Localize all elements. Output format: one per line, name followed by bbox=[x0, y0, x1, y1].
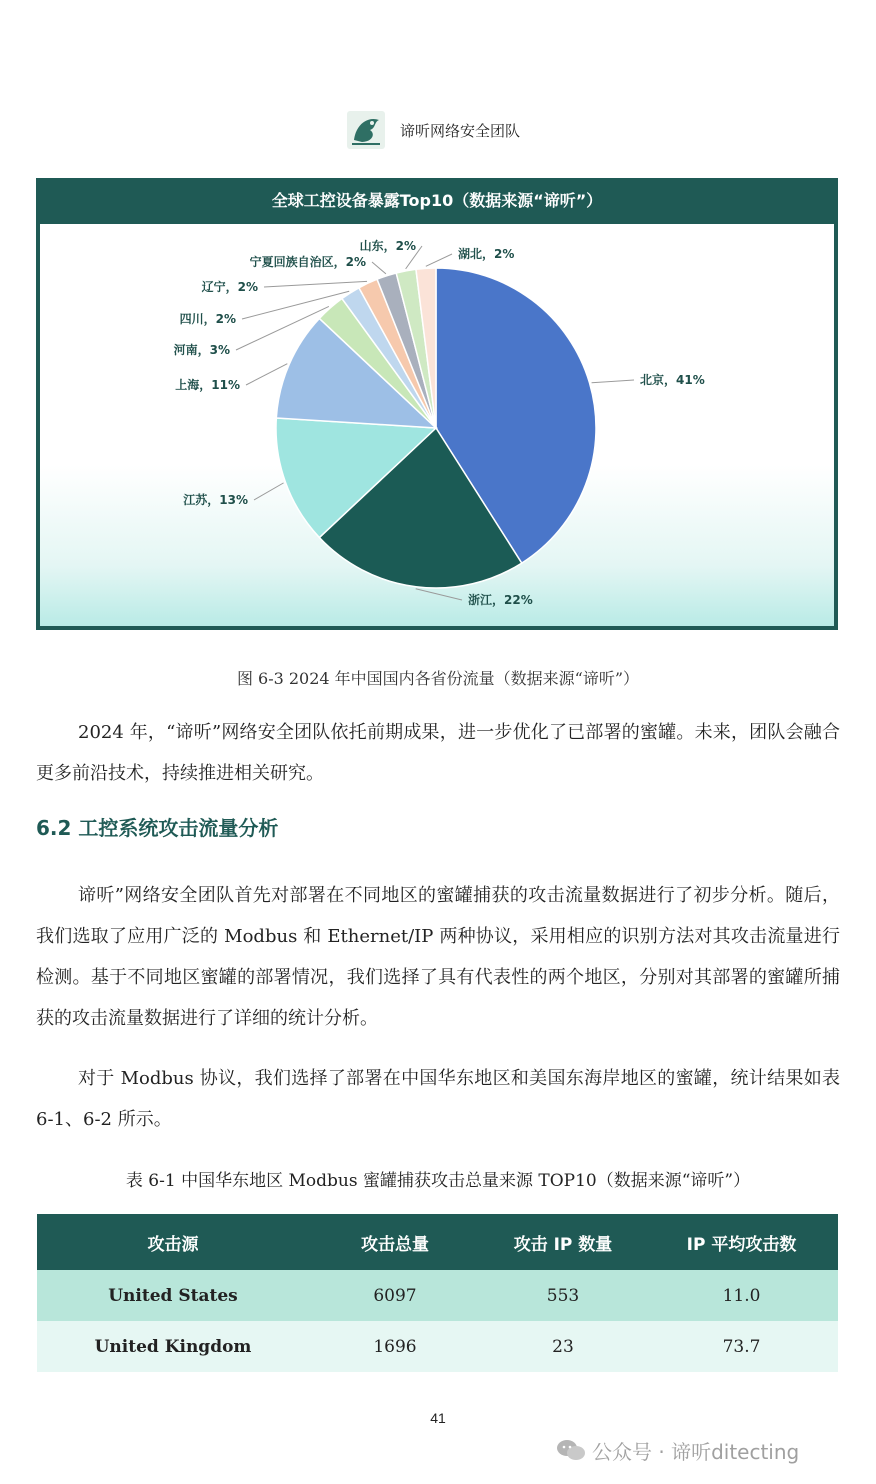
team-logo-icon bbox=[346, 110, 386, 150]
leader-line-0 bbox=[592, 380, 634, 383]
table-caption: 表 6-1 中国华东地区 Modbus 蜜罐捕获攻击总量来源 TOP10（数据来源“谛听”） bbox=[125, 1171, 751, 1191]
column-header: IP 平均攻击数 bbox=[645, 1214, 838, 1270]
column-header: 攻击源 bbox=[37, 1214, 309, 1270]
slice-label-0: 北京，41% bbox=[640, 373, 705, 387]
cell-source: United States bbox=[37, 1270, 309, 1321]
slice-label-5: 四川，2% bbox=[179, 312, 236, 326]
leader-line-1 bbox=[416, 589, 462, 600]
paragraph-analysis: 谛听”网络安全团队首先对部署在不同地区的蜜罐捕获的攻击流量数据进行了初步分析。随后，我们选取了应用广泛的 Modbus 和 Ethernet/IP 两种协议，采用相应的识别方法对其攻击流量进行检测。基于不同地区蜜罐的部署情况，我们选择了具有代表性的两个地区，分别对其部署的蜜罐所捕获的攻击流量数据进行了详细的统计分析。 bbox=[36, 885, 840, 1029]
pie-chart bbox=[40, 224, 834, 626]
paragraph-modbus: 对于 Modbus 协议，我们选择了部署在中国华东地区和美国东海岸地区的蜜罐，统计结果如表 6-1、6-2 所示。 bbox=[36, 1068, 840, 1130]
table-row bbox=[37, 1270, 838, 1321]
cell-ip-avg: 73.7 bbox=[645, 1321, 838, 1372]
attack-source-table bbox=[37, 1214, 838, 1372]
slice-label-2: 江苏，13% bbox=[183, 493, 248, 507]
page-header bbox=[0, 108, 876, 154]
section-heading: 6.2 工控系统攻击流量分析 bbox=[36, 816, 279, 840]
table-row bbox=[37, 1321, 838, 1372]
cell-total: 6097 bbox=[309, 1270, 481, 1321]
paragraph-intro: 2024 年，“谛听”网络安全团队依托前期成果，进一步优化了已部署的蜜罐。未来，团队会融合更多前沿技术，持续推进相关研究。 bbox=[36, 722, 840, 784]
header-title: 谛听网络安全团队 bbox=[400, 122, 521, 140]
cell-ip-count: 553 bbox=[481, 1270, 645, 1321]
cell-ip-avg: 11.0 bbox=[645, 1270, 838, 1321]
watermark-text: 公众号 · 谛听ditecting bbox=[592, 1440, 800, 1464]
slice-label-8: 山东，2% bbox=[359, 239, 416, 253]
leader-line-6 bbox=[264, 281, 367, 287]
wechat-icon bbox=[556, 1438, 586, 1462]
table-header-row bbox=[37, 1214, 838, 1270]
chart-area bbox=[40, 224, 834, 626]
leader-line-7 bbox=[372, 262, 386, 274]
leader-line-9 bbox=[426, 254, 452, 266]
page-number: 41 bbox=[430, 1410, 446, 1426]
leader-line-3 bbox=[246, 364, 287, 385]
slice-label-1: 浙江，22% bbox=[468, 593, 533, 607]
chart-title: 全球工控设备暴露Top10（数据来源“谛听”） bbox=[271, 191, 603, 210]
column-header: 攻击总量 bbox=[309, 1214, 481, 1270]
slice-label-4: 河南，3% bbox=[173, 343, 230, 357]
slice-label-3: 上海，11% bbox=[175, 378, 240, 392]
cell-source: United Kingdom bbox=[37, 1321, 309, 1372]
cell-total: 1696 bbox=[309, 1321, 481, 1372]
slice-label-9: 湖北，2% bbox=[458, 247, 515, 261]
slice-label-7: 宁夏回族自治区，2% bbox=[249, 255, 366, 269]
leader-line-2 bbox=[254, 483, 284, 500]
column-header: 攻击 IP 数量 bbox=[481, 1214, 645, 1270]
figure-caption: 图 6-3 2024 年中国国内各省份流量（数据来源“谛听”） bbox=[236, 669, 640, 688]
pie-chart-panel bbox=[36, 178, 838, 630]
cell-ip-count: 23 bbox=[481, 1321, 645, 1372]
slice-label-6: 辽宁，2% bbox=[201, 280, 258, 294]
